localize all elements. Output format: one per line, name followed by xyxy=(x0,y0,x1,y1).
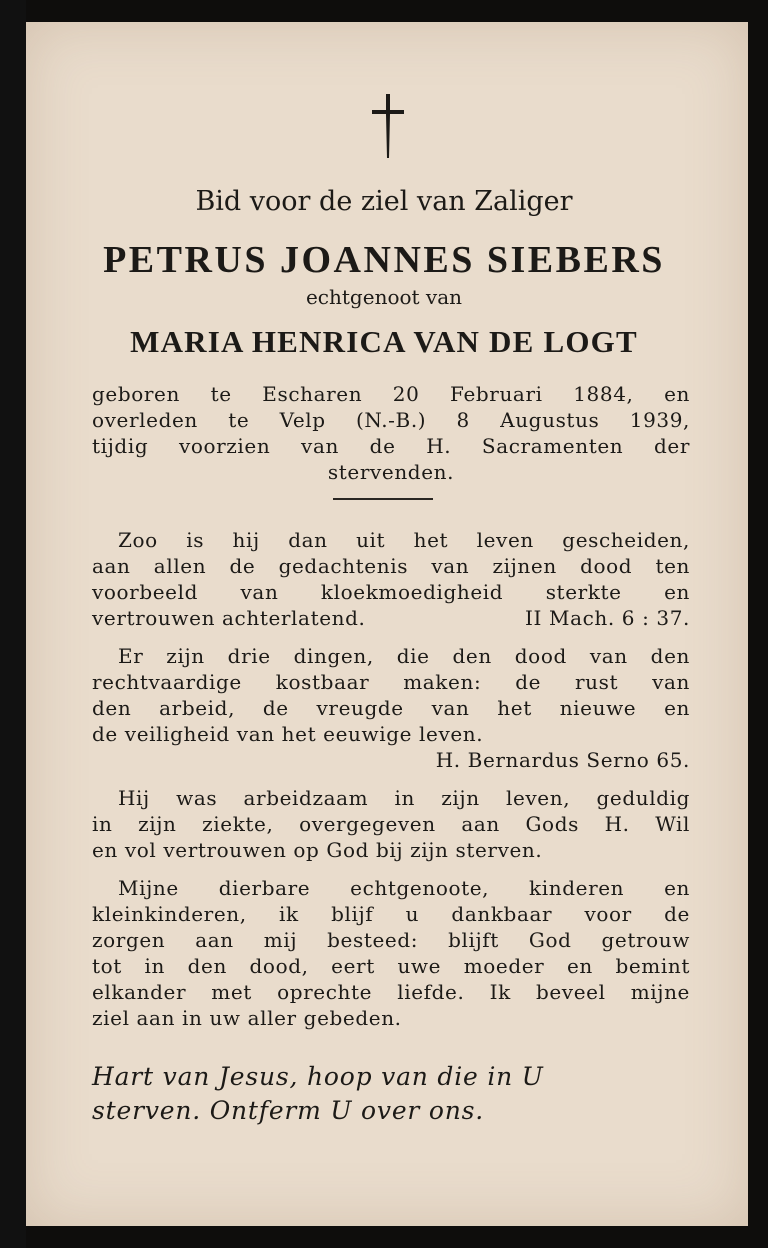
bio-line: stervenden. xyxy=(327,460,455,484)
paragraph-character xyxy=(92,785,690,863)
paragraph-line: Zoo is hij dan uit het leven gescheiden, xyxy=(118,528,690,552)
paragraph-line: den arbeid, de vreugde van het nieuwe en xyxy=(92,696,690,720)
paragraph-line: Er zijn drie dingen, die den dood van den xyxy=(118,644,690,668)
paragraph-line: rechtvaardige kostbaar maken: de rust van xyxy=(92,670,690,694)
deceased-name: PETRUS JOANNES SIEBERS xyxy=(103,239,665,281)
paragraph-line: Mijne dierbare echtgenoote, kinderen en xyxy=(118,876,690,900)
biography xyxy=(92,381,690,485)
bio-line: tijdig voorzien van de H. Sacramenten der xyxy=(92,434,690,458)
closing-line: sterven. Ontferm U over ons. xyxy=(92,1096,485,1125)
paragraph-line: elkander met oprechte liefde. Ik beveel mijne xyxy=(92,980,690,1004)
paragraph-line: de veiligheid van het eeuwige leven. xyxy=(92,722,484,746)
paragraph-line: tot in den dood, eert uwe moeder en bemint xyxy=(92,954,690,978)
quote-reference: H. Bernardus Serno 65. xyxy=(435,748,690,772)
paragraph-line: voorbeeld van kloekmoedigheid sterkte en xyxy=(92,580,690,604)
prayer-intro: Bid voor de ziel van Zaliger xyxy=(195,186,573,217)
paragraph-line: zorgen aan mij besteed: blijft God getrouw xyxy=(92,928,690,952)
scripture-reference: II Mach. 6 : 37. xyxy=(525,606,690,630)
paragraph-line: ziel aan in uw aller gebeden. xyxy=(92,1006,402,1030)
cross-icon xyxy=(368,92,408,162)
spouse-name: MARIA HENRICA VAN DE LOGT xyxy=(130,324,638,359)
divider xyxy=(333,498,433,500)
paragraph-line: aan allen de gedachtenis van zijnen dood ten xyxy=(92,554,690,578)
spouse-relation: echtgenoot van xyxy=(305,285,463,309)
bio-line: geboren te Escharen 20 Februari 1884, en xyxy=(92,382,690,406)
paragraph-line: kleinkinderen, ik blijf u dankbaar voor de xyxy=(92,902,690,926)
paragraph-line: Hij was arbeidzaam in zijn leven, geduldig xyxy=(118,786,690,810)
closing-prayer xyxy=(92,1060,690,1128)
paragraph-farewell xyxy=(92,875,690,1031)
closing-line: Hart van Jesus, hoop van die in U xyxy=(92,1062,544,1091)
paragraph-line-last xyxy=(92,605,690,631)
paragraph-scripture xyxy=(92,527,690,631)
paragraph-bernardus xyxy=(92,643,690,773)
paragraph-line: vertrouwen achterlatend. xyxy=(92,606,366,630)
paragraph-line: in zijn ziekte, overgegeven aan Gods H. Wil xyxy=(92,812,690,836)
paragraph-line: en vol vertrouwen op God bij zijn sterven. xyxy=(92,838,543,862)
bio-line: overleden te Velp (N.-B.) 8 Augustus 1939, xyxy=(92,408,690,432)
